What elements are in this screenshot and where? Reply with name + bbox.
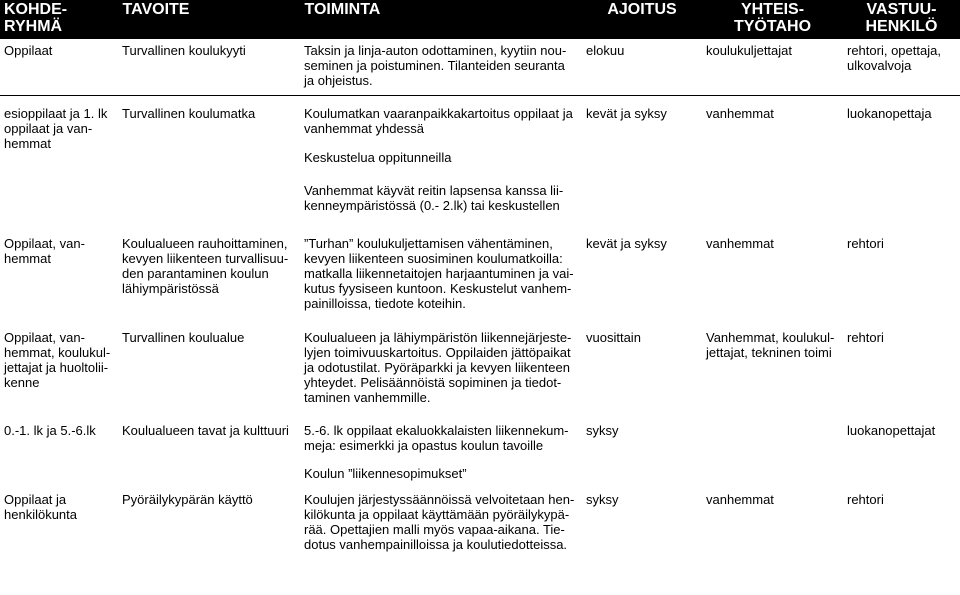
cell-kohderyhma: esioppilaat ja 1. lk oppilaat ja van- hemmat <box>0 95 118 226</box>
cell-kohderyhma: Oppilaat, van- hemmat, koulukul- jettajat ja huoltolii- kenne <box>4 330 111 390</box>
toiminta-text: Koulualueen ja lähiympäristön liikennejärjeste- lyjen toimivuuskartoitus. Oppilaiden jättöpaikat ja odotustilat. Pyöräparkki ja kevyen liikenteen yhteydet. Pelisäännöistä sopiminen ja tiedot- taminen vanhemmille. <box>304 330 572 405</box>
toiminta-text: 5.-6. lk oppilaat ekaluokkalaisten liikennekum- meja: esimerkki ja opastus koulun tavoille <box>304 423 569 453</box>
header-row <box>0 0 960 39</box>
cell-tavoite: Turvallinen koulualue <box>122 330 245 345</box>
cell-toiminta <box>300 482 582 552</box>
cell-tavoite: Koulualueen rauhoittaminen, kevyen liikenteen turvallisuu- den parantaminen koulun lähiympäristössä <box>122 236 289 296</box>
header-tavoite: TAVOITE <box>118 0 300 39</box>
cell-tavoite: Turvallinen koulumatka <box>118 95 300 226</box>
cell-tavoite: Koulualueen tavat ja kulttuuri <box>122 423 289 438</box>
cell-toiminta <box>300 95 582 226</box>
header-toiminta: TOIMINTA <box>300 0 582 39</box>
cell-vastuuhenkilo: luokanopettajat <box>847 423 936 438</box>
table-row <box>0 95 960 226</box>
cell-kohderyhma: 0.-1. lk ja 5.-6.lk <box>4 423 96 438</box>
toiminta-text: Vanhemmat käyvät reitin lapsensa kanssa lii- kenneympäristössä (0.- 2.lk) tai keskustellen <box>304 182 564 213</box>
toiminta-text: Koulun ”liikennesopimukset” <box>304 466 467 481</box>
toiminta-text: Koulujen järjestyssäännöissä velvoitetaan hen- kilökunta ja oppilaat käyttämään pyöräilykypä- rää. Opettajien malli myös vapaa-aikana. Tie- dotus vanhempainilloissa ja koulutiedotteissa. <box>304 492 575 552</box>
cell-vastuuhenkilo: rehtori <box>847 236 884 251</box>
cell-vastuuhenkilo: rehtori <box>847 492 884 507</box>
cell-toiminta <box>300 413 582 482</box>
cell-yhteistyotaho: vanhemmat <box>706 492 774 507</box>
cell-ajoitus: syksy <box>586 423 619 438</box>
cell-ajoitus: kevät ja syksy <box>582 95 702 226</box>
toiminta-text: Taksin ja linja-auton odottaminen, kyytiin nou- seminen ja poistuminen. Tilanteiden seuranta ja ohjeistus. <box>304 43 567 88</box>
toiminta-text: Koulumatkan vaaranpaikkakartoitus oppilaat ja vanhemmat yhdessä <box>304 105 573 136</box>
header-vastuuhenkilo: VASTUU- HENKILÖ <box>843 0 960 39</box>
header-ajoitus: AJOITUS <box>582 0 702 39</box>
toiminta-text: ”Turhan” koulukuljettamisen vähentäminen, kevyen liikenteen suosiminen koulumatkoilla: matkalla liikennetaitojen harjaantuminen ja vai- kutus fyysiseen kuntoon. Keskustelut vanhem- painilloissa, tiedote koteihin. <box>304 236 574 311</box>
cell-ajoitus: syksy <box>586 492 619 507</box>
cell-toiminta <box>300 39 582 95</box>
cell-tavoite: Turvallinen koulukyyti <box>122 43 246 58</box>
cell-ajoitus: elokuu <box>586 43 625 58</box>
toiminta-text: Keskustelua oppitunneilla <box>304 149 452 165</box>
cell-vastuuhenkilo: rehtori, opettaja, ulkovalvoja <box>847 43 941 73</box>
cell-yhteistyotaho: vanhemmat <box>706 236 774 251</box>
header-kohderyhma: KOHDE- RYHMÄ <box>0 0 118 39</box>
cell-ajoitus: kevät ja syksy <box>586 236 667 251</box>
table-row <box>0 39 960 95</box>
cell-yhteistyotaho: vanhemmat <box>702 95 843 226</box>
table-row <box>0 482 960 552</box>
cell-yhteistyotaho: Vanhemmat, koulukul- jettajat, tekninen toimi <box>706 330 835 360</box>
cell-kohderyhma: Oppilaat <box>4 43 53 58</box>
cell-toiminta <box>300 320 582 413</box>
table-row <box>0 226 960 320</box>
cell-toiminta <box>300 226 582 320</box>
cell-yhteistyotaho: koulukuljettajat <box>706 43 792 58</box>
cell-kohderyhma: Oppilaat ja henkilökunta <box>4 492 77 522</box>
table-row <box>0 320 960 413</box>
cell-yhteistyotaho <box>702 413 843 482</box>
cell-tavoite: Pyöräilykypärän käyttö <box>122 492 253 507</box>
cell-vastuuhenkilo: rehtori <box>847 330 884 345</box>
cell-ajoitus: vuosittain <box>586 330 641 345</box>
cell-vastuuhenkilo: luokanopettaja <box>843 95 960 226</box>
cell-kohderyhma: Oppilaat, van- hemmat <box>4 236 85 266</box>
header-yhteistyotaho: YHTEIS- TYÖTAHO <box>702 0 843 39</box>
table-row <box>0 413 960 482</box>
